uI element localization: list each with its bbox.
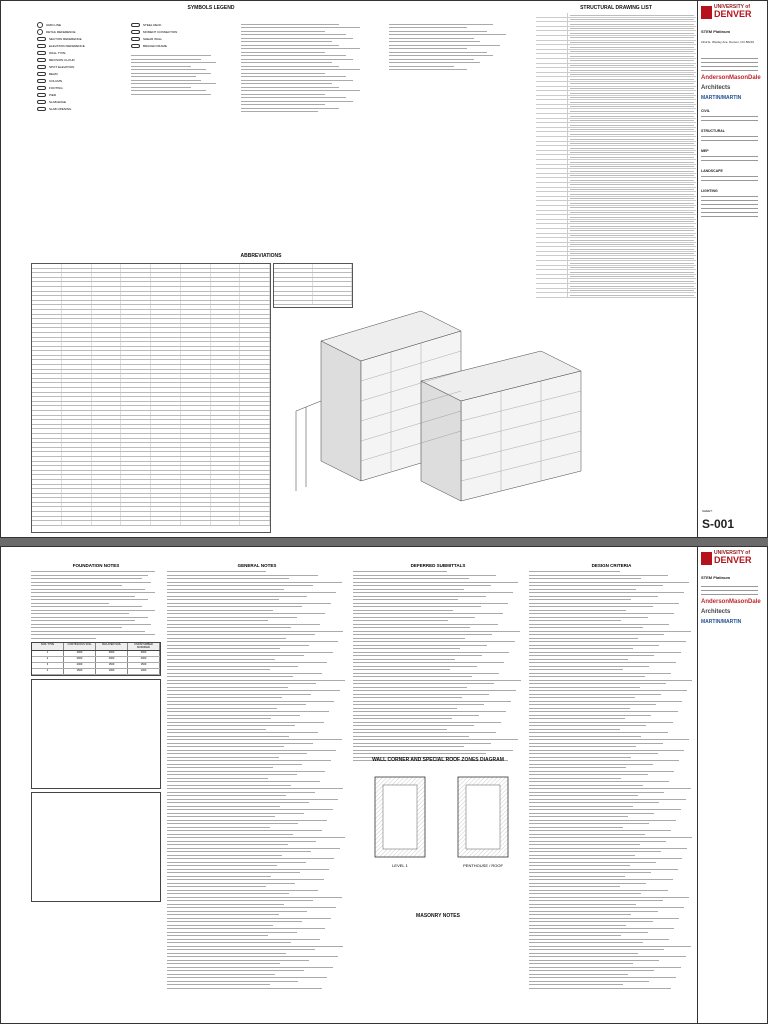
abbreviations-table [31, 263, 271, 533]
sheet-label: SHEET: [702, 509, 713, 513]
drawing-list-table [536, 13, 696, 308]
moment-connection-icon [131, 30, 140, 34]
elevation-reference-icon [37, 44, 46, 48]
abbreviations-header: ABBREVIATIONS [240, 253, 282, 259]
legend-column-1 [37, 21, 127, 112]
tb-section: LIGHTING [701, 189, 718, 194]
legend-item: MOMENT CONNECTION [131, 28, 231, 35]
spot-elevation-icon [37, 65, 46, 69]
du-logo: UNIVERSITY of DENVER [701, 5, 764, 19]
drawing-list-row [536, 293, 696, 298]
symbols-legend-header: SYMBOLS LEGEND [187, 5, 235, 11]
sheet-number: S-001 [702, 517, 735, 531]
soil-bearing-table-2 [31, 679, 161, 789]
wall-corner-roof-zones-diagram [363, 767, 518, 997]
tb-section: MEP [701, 149, 709, 154]
grid-line-icon [37, 22, 43, 28]
general-notes-column [167, 563, 347, 991]
wall-corner-diagram-header: WALL CORNER AND SPECIAL ROOF ZONES DIAGRAM [372, 757, 504, 763]
legend-item: SLAB OPENING [37, 105, 127, 112]
architect-subname: Architects [701, 85, 731, 92]
tb-section: CIVIL [701, 109, 710, 114]
table-row: 1 4000 3000 3000 [32, 651, 160, 657]
shear-wall-icon [131, 37, 140, 41]
table-row: 2 3000 2000 2000 [32, 657, 160, 663]
legend-item: BEAM [37, 70, 127, 77]
project-name: STEM Platinum [701, 29, 731, 34]
legend-item: SHEAR WALL [131, 35, 231, 42]
revision-cloud-icon [37, 58, 46, 62]
du-logo-mark-icon [701, 552, 712, 565]
project-address: 2112 E. Wesley Ave. Denver, CO 80210 [701, 40, 755, 45]
structural-3d-isometric-view [281, 301, 611, 521]
diagram-label-level-1: LEVEL 1 [392, 863, 408, 868]
du-logo: UNIVERSITY of DENVER [701, 551, 764, 565]
legend-item: SPOT ELEVATION [37, 63, 127, 70]
table-row: 3 2000 1500 1500 [32, 663, 160, 669]
column-icon [37, 79, 46, 83]
soil-bearing-table: SOIL TYPE CONTINUOUS SOIL ISOLATED SOIL UNDISTURBED MODIFIED 1 4000 3000 3000 2 3000 2000 2000 3 2000 1500 1500 4 1500 1000 1000 [31, 642, 161, 676]
architect-name: AndersonMasonDale [701, 599, 761, 606]
legend-item: PIER [37, 91, 127, 98]
foundation-notes-column [31, 563, 161, 905]
steel-deck-icon [131, 23, 140, 27]
general-notes-header: GENERAL NOTES [237, 563, 277, 568]
consultant-name: MARTIN/MARTIN [701, 619, 742, 626]
drawing-list-header: STRUCTURAL DRAWING LIST [580, 5, 652, 11]
detail-reference-icon [37, 29, 43, 35]
braced-frame-icon [131, 44, 140, 48]
legend-item: ELEVATION REFERENCE [37, 42, 127, 49]
legend-column-2 [131, 21, 231, 97]
pier-icon [37, 93, 46, 97]
masonry-notes-header: MASONRY NOTES [416, 913, 460, 919]
legend-item: SECTION REFERENCE [37, 35, 127, 42]
du-logo-mark-icon [701, 6, 712, 19]
slab-edge-icon [37, 100, 46, 104]
legend-text-block [389, 24, 519, 71]
legend-item: FOOTING [37, 84, 127, 91]
legend-item: SLAB EDGE [37, 98, 127, 105]
legend-text-block [241, 24, 381, 113]
tb-section: STRUCTURAL [701, 129, 725, 134]
legend-item: GRID LINE [37, 21, 127, 28]
legend-item: STEEL DECK [131, 21, 231, 28]
legend-column-3 [241, 21, 381, 115]
legend-text-block [131, 55, 231, 95]
table-row [32, 521, 270, 526]
legend-item: REVISION CLOUD [37, 56, 127, 63]
wall-type-icon [37, 51, 46, 55]
foundation-notes-header: FOUNDATION NOTES [72, 563, 120, 568]
footing-icon [37, 86, 46, 90]
legend-item: DETAIL REFERENCE [37, 28, 127, 35]
deferred-submittals-column [353, 563, 523, 764]
design-criteria-column [529, 563, 694, 991]
legend-item: WALL TYPE [37, 49, 127, 56]
slab-opening-icon [37, 107, 46, 111]
title-block [697, 1, 767, 537]
table-row: 4 1500 1000 1000 [32, 669, 160, 675]
legend-item: COLUMN [37, 77, 127, 84]
design-criteria-header: DESIGN CRITERIA [591, 563, 632, 568]
diagram-label-penthouse: PENTHOUSE / ROOF [463, 863, 503, 868]
architect-name: AndersonMasonDale [701, 75, 761, 82]
project-name: STEM Platinum [701, 575, 731, 580]
beam-icon [37, 72, 46, 76]
consultant-name: MARTIN/MARTIN [701, 95, 742, 102]
soil-bearing-table-3 [31, 792, 161, 902]
legend-item: BRACED FRAME [131, 42, 231, 49]
legend-column-4 [389, 21, 519, 73]
title-block-2 [697, 547, 767, 1023]
architect-subname: Architects [701, 609, 731, 616]
tb-section: LANDSCAPE [701, 169, 723, 174]
sheet-s002 [0, 546, 768, 1024]
section-reference-icon [37, 37, 46, 41]
deferred-submittals-header: DEFERRED SUBMITTALS [410, 563, 466, 568]
